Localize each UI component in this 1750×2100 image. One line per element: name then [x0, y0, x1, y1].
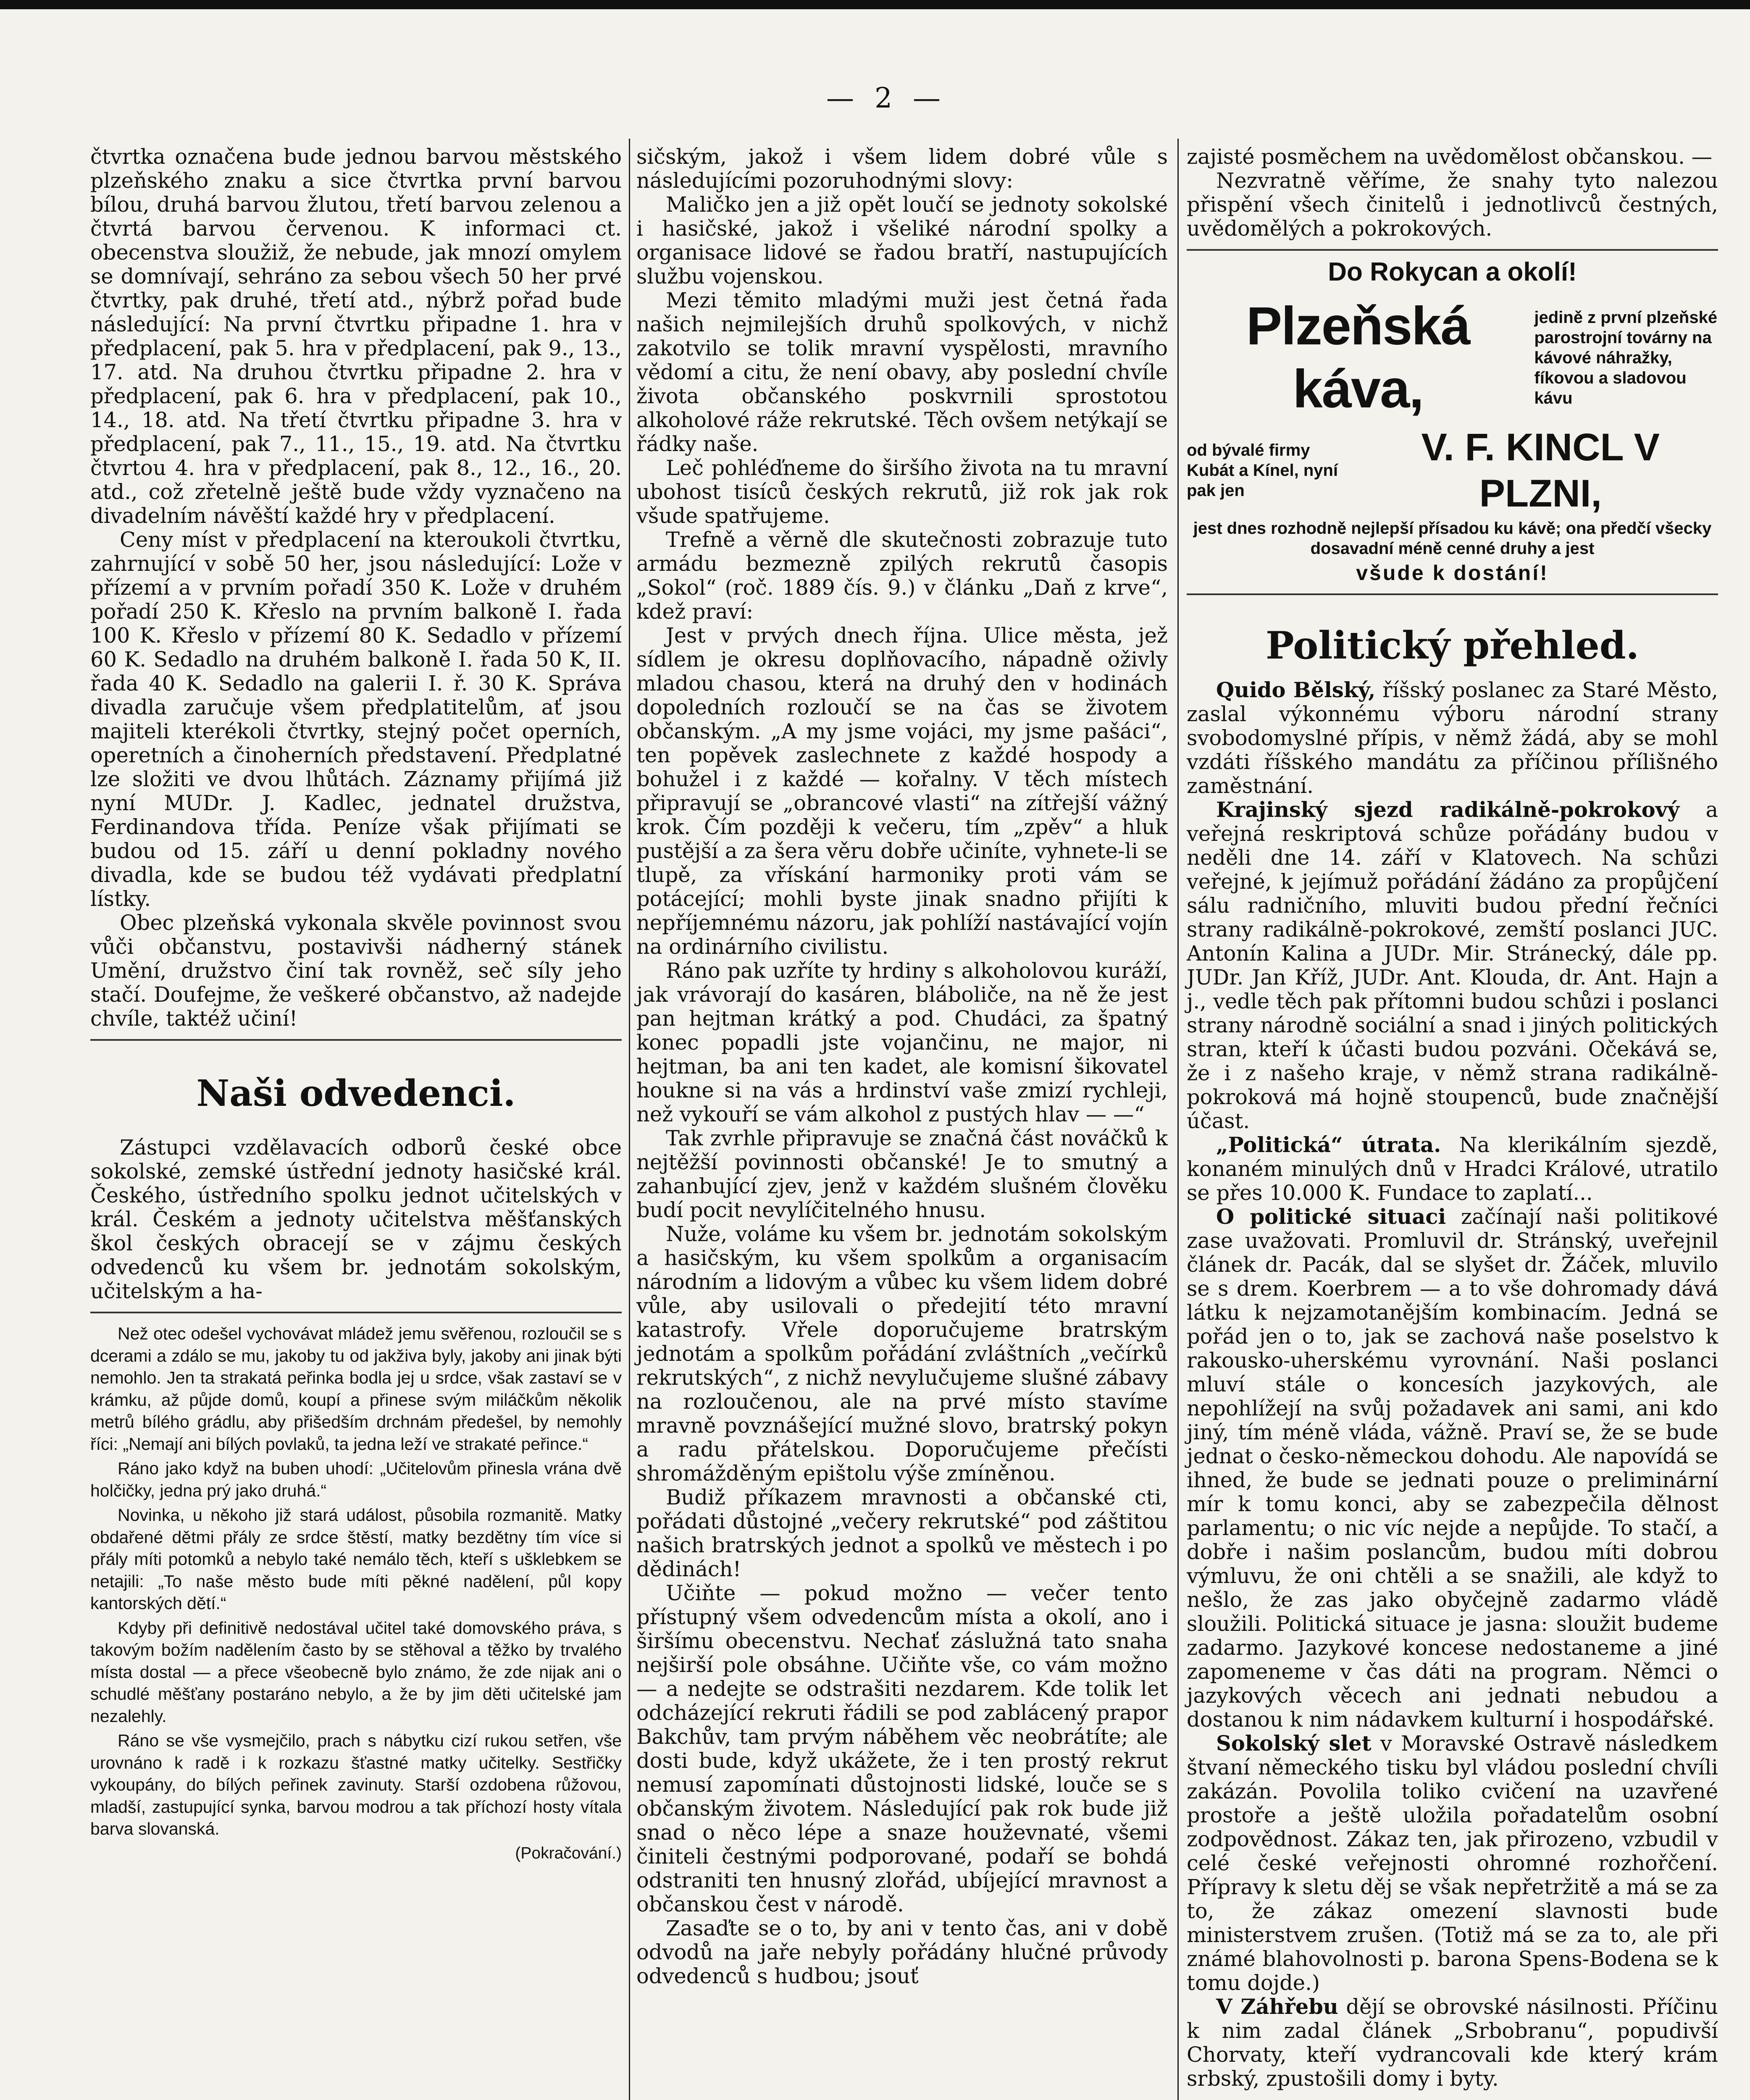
ad-company-row	[1187, 424, 1718, 517]
news-text: začínají naši politikové zase uvažovati. Promluvil dr. Stránský, uveřejnil článek dr. Pacák, dal se slyšet dr. Žáček, mluvilo se s drem. Koerbrem — a to vše dohromady dává látku k nejzamotanějším kombinacím. Jedná se pořád jen o to, jak se zachová naše poselstvo k rakousko-uherskému vyrovnání. Naši poslanci mluví stále o koncesích jazykových, ale nepohlížejí na svůj požadavek ani sami, ani kdo jiný, tím méně vláda, vážně. Praví se, že se bude jednat o česko-německou dohodu. Ale napovídá se ihned, že bude se jednati pouze o preliminární mír k tomu konci, aby se zabezpečila dělnost parlamentu; o nic víc nejde a nepůjde. To stačí, a dobře i našim poslancům, budou míti dobrou výmluvu, že oni chtěli a se snažili, ale když to nešlo, že zas jako obyčejně zadarmo vládě sloužili. Politická situace je jasna: sloužit budeme zadarmo. Jazykové koncese nedostaneme a jiné zapomeneme v čas dáti na program. Němci o jazykových věcech ani jednati nebudou a dostanou k nim nádavkem kulturní i hospodářské.	[1187, 1205, 1718, 1732]
paragraph: Ráno pak uzříte ty hrdiny s alkoholovou kuráží, jak vrávorají do kasáren, bláboliče, na ně že jest pan hejtman krátký a pod. Chudáci, za špatný konec popadli jste vojančinu, ne major, ni hejtman, ba ani ten kadet, ale komisní šikovatel houkne si na vás a hrdinství vaše zmizí rychleji, než vykouří se vám alkohol z pustých hlav — —“	[636, 958, 1168, 1126]
divider	[90, 1039, 622, 1041]
paragraph: Leč pohléďneme do širšího života na tu mravní ubohost tisíců českých rekrutů, již rok jak rok všude spatřujeme.	[636, 456, 1168, 528]
serial-story	[90, 1323, 622, 1864]
ad-headline: Do Rokycan a okolí!	[1328, 257, 1577, 286]
news-item	[1187, 1995, 1718, 2091]
advertisement	[1187, 257, 1718, 585]
paragraph: Nuže, voláme ku všem br. jednotám sokolským a hasičským, ku všem spolkům a organisacím národním a lidovým a vůbec ku všem lidem dobré vůle, aby usilovali o předejití této mravní katastrofy. Vřele doporučujeme bratrským jednotám a spolkům pořádání zvláštních „večírků rekrutských“, z nichž nevylučujeme slušné zábavy na rozloučenou, ale na prvé místo stavíme mravně povznášející mužné slovo, bratrský pokyn a radu přátelskou. Doporučujeme přečísti shromážděným epištolu výše zmíněnou.	[636, 1222, 1168, 1486]
column-1	[90, 145, 622, 1867]
serial-paragraph: Než otec odešel vychovávat mládež jemu svěřenou, rozloučil se s dcerami a zdálo se mu, jakoby tu od jakživa byly, jakoby ani jinak býti nemohlo. Jen ta strakatá peřinka bodla jej u srdce, však zastaví se v krámku, až půjde domů, koupí a přinese svým miláčkům několik metrů bílého grádlu, aby přišedším drchnám předešel, by nemohly říci: „Nemají ani bílých povlaků, ta jedna leží ve strakaté peřince.“	[90, 1324, 622, 1454]
page-number: — 2 —	[826, 82, 946, 114]
section-title: Politický přehled.	[1266, 623, 1639, 668]
news-lead: O politické situaci	[1216, 1205, 1446, 1229]
paragraph: Učiňte — pokud možno — večer tento přístupný všem odvedencům místa a okolí, ano i širšímu obecenstvu. Nechať záslužná tato snaha nejširší pole obsáhne. Učiňte vše, co vám možno — a nedejte se odstrašiti nezdarem. Kde tolik let odcházející rekruti řádili se pod zablácený prapor Bakchův, tam prvým náběhem věc neobrátíte; ale dosti bude, když ukážete, že i ten prostý rekrut nemusí zapomínati důstojnosti lidské, louče se s občanským životem. Následující pak rok bude již snad o něco lépe a snaze houževnaté, všemi činiteli čestnými podporované, podaří se bohdá odstraniti ten hnusný zlořád, ubíjející mravnost a občanskou čest v národě.	[636, 1581, 1168, 1916]
ad-brand-note: jedině z první plzeňské parostrojní továrny na kávové náhražky, fíkovou a sladovou kávu	[1534, 308, 1718, 407]
news-lead: Sokolský slet	[1216, 1731, 1372, 1756]
ad-company: V. F. KINCL V PLZNI,	[1421, 426, 1660, 515]
ad-description: jest dnes rozhodně nejlepší přísadou ku kávě; ona předčí všecky dosavadní méně cenné druhy a jest	[1193, 519, 1712, 558]
article-headline: Naši odvedenci.	[196, 1072, 516, 1115]
paragraph: Ceny míst v předplacení na kteroukoli čtvrtku, zahrnující v sobě 50 her, jsou následující: Lože v přízemí a v prvním pořadí 350 K. Lože v druhém pořadí 250 K. Křeslo na prvním balkoně I. řada 100 K. Křeslo v přízemí 80 K. Sedadlo v přízemí 60 K. Sedadlo na druhém balkoně I. řada 50 K, II. řada 40 K. Sedadlo na galerii I. ř. 30 K. Správa divadla zaručuje všem předplatitelům, ať jsou majiteli kterékoli čtvrtky, stejný počet operních, operetních a činoherních představení. Předplatné lze složiti ve dvou lhůtách. Záznamy přijímá již nyní MUDr. J. Kadlec, jednatel družstva, Ferdinandova třída. Peníze však přijímati se budou od 15. září u denní pokladny nového divadla, kde se budou též vydávati předplatní lístky.	[90, 528, 622, 911]
divider	[1187, 593, 1718, 595]
paragraph: Tak zvrhle připravuje se značná část nováčků k nejtěžší povinnosti občanské! Je to smutný a zahanbující zjev, jenž v každém slušném člověku budí pocit nevylíčitelného hnusu.	[636, 1126, 1168, 1222]
news-text: říšský poslanec za Staré Město, zaslal výkonnému výboru národní strany svobodomyslné přípis, v němž žádá, aby se mohl vzdáti říšského mandátu za příčinou přílišného zaměstnání.	[1187, 678, 1718, 798]
paragraph: sičským, jakož i všem lidem dobré vůle s následujícími pozoruhodnými slovy:	[636, 144, 1168, 193]
news-text: a veřejná reskriptová schůze pořádány budou v neděli dne 14. září v Klatovech. Na schůzi veřejné, k jejímuž pořádání žádáno za propůjčení sálu radničního, mluviti budou přední řečníci strany radikálně-pokrokové, zemští poslanci JUC. Antonín Kalina a JUDr. Mir. Stránecký, dále pp. JUDr. Jan Kříž, JUDr. Ant. Klouda, dr. Ant. Hajn a j., vedle těch pak přítomni budou schůzi i poslanci strany národně sociální a snad i jiných politických stran, kteří k účasti budou pozváni. Očekává se, že i z našeho kraje, v němž strana radikálně-pokroková má hojně stoupenců, bude značnější účast.	[1187, 798, 1718, 1133]
ad-brand-row	[1187, 295, 1718, 421]
serial-paragraph: Kdyby při definitivě nedostával učitel také domovského práva, s takovým božím nadělením často by se stěhoval a těžko by trvalého místa dostal — a přece všeobecně bylo známo, že zde nijak ani o schudlé měšťany postaráno nebylo, a že by jim děti učitelské jam nezalehly.	[90, 1618, 622, 1726]
paragraph: Zástupci vzdělavacích odborů české obce sokolské, zemské ústřední jednoty hasičské král. Českého, ústředního spolku jednot učitelských v král. Českém a jednoty učitelstva měšťanských škol českých obracejí se v zájmu českých odvedenců ku všem br. jednotám sokolským, učitelským a ha-	[90, 1135, 622, 1303]
paragraph: čtvrtka označena bude jednou barvou městského plzeňského znaku a sice čtvrtka první barvou bílou, druhá barvou žlutou, třetí barvou zelenou a čtvrtá barvou červenou. K informaci ct. obecenstva sloužiž, že nebude, jak mnozí omylem se domnívají, sehráno za sebou všech 50 her prvé čtvrtky, pak druhé, třetí atd., nýbrž pořad bude následující: Na první čtvrtku připadne 1. hra v předplacení, pak 5. hra v předplacení, pak 9., 13., 17. atd. Na druhou čtvrtku připadne 2. hra v předplacení, pak 6. hra v předplacení, pak 10., 14., 18. atd. Na třetí čtvrtku připadne 3. hra v předplacení, pak 7., 11., 15., 19. atd. Na čtvrtku čtvrtou 4. hra v předplacení, pak 8., 12., 16., 20. atd., což zřetelně ještě bude vždy vyznačeno na divadelním návěští každé hry v předplacení.	[90, 144, 622, 528]
news-item	[1187, 1133, 1718, 1205]
paragraph: Zasaďte se o to, by ani v tento čas, ani v době odvodů na jaře nebyly pořádány hlučné průvody odvedenců s hudbou; jsouť	[636, 1916, 1168, 1988]
column-rule-2	[1177, 139, 1179, 2100]
news-item	[1187, 798, 1718, 1133]
news-text: v Moravské Ostravě následkem štvaní německého tisku byl vládou poslední chvíli zakázán. Povolila toliko cvičení na uzavřené prostoře a ještě uložila pořadatelům osobní zodpovědnost. Zákaz ten, jak přirozeno, vzbudil v celé české veřejnosti ohromné rozhořčení. Přípravy k sletu děj se však nepřetržitě a má se za to, že zákaz omezení slavnosti bude ministerstvem zrušen. (Totiž má se za to, ale při známé blahovolnosti p. barona Spens-Bodena se k tomu dojde.)	[1187, 1731, 1718, 1995]
ad-former-firm: od bývalé firmy Kubát a Kínel, nyní pak jen	[1187, 441, 1338, 500]
divider	[1187, 249, 1718, 251]
paragraph: Trefně a věrně dle skutečnosti zobrazuje tuto armádu bezmezně zpilých rekrutů časopis „Sokol“ (roč. 1889 čís. 9.) v článku „Daň z krve“, kdež praví:	[636, 528, 1168, 624]
paragraph: Jest v prvých dnech října. Ulice města, jež sídlem je okresu doplňovacího, nápadně oživly mladou chasou, která na druhý den v hodinách dopoledních rozloučí se na čas se životem občanským. „A my jsme vojáci, my jsme pašáci“, ten popěvek zaslechnete z každé hospody a bohužel i z každé — kořalny. V těch místech připravují se „obrancové vlasti“ na zítřejší vážný krok. Čím později k večeru, tím „zpěv“ a hluk pustější a za šera věru dobře učiníte, vyhnete-li se tlupě, za vřískání harmoniky proti vám se potácející; mohli byste jinak snadno přijíti k nepříjemnému názoru, jak pohlíží nastávající vojín na ordinárního civilistu.	[636, 623, 1168, 959]
news-item	[1187, 1205, 1718, 1732]
news-text: Na klerikálním sjezdě, konaném minulých dnů v Hradci Králové, utratilo se přes 10.000 K. Fundace to zaplatí...	[1187, 1133, 1718, 1205]
ad-brand: Plzeňská káva,	[1246, 296, 1470, 419]
news-item	[1187, 678, 1718, 798]
paragraph: Budiž příkazem mravnosti a občanské cti, pořádati důstojné „večery rekrutské“ pod záštitou našich bratrských jednot a spolků ve městech i po dědinách!	[636, 1485, 1168, 1581]
serial-paragraph: Novinka, u někoho již stará událost, působila rozmanitě. Matky obdařené dětmi přály ze srdce štěstí, matky bezdětny tím více si přály míti potomků a nebylo také nemálo těch, kteří s ušklebkem se netajili: „To naše město bude míti pěkné nadělení, půl kopy kantorských dětí.“	[90, 1505, 622, 1613]
news-lead: V Záhřebu	[1216, 1995, 1338, 2019]
news-lead: Quido Bělský,	[1216, 678, 1376, 702]
news-item	[1187, 1732, 1718, 1995]
paragraph: Mezi těmito mladými muži jest četná řada našich nejmilejších druhů spolkových, v nichž zakotvilo se tolik mravní vyspělosti, mravního vědomí a citu, že není obavy, aby poslední chvíle života občanského poskvrnili sprostotou alkoholové ráže rekrutské. Těch ovšem netýkají se řádky naše.	[636, 288, 1168, 456]
paragraph: Maličko jen a již opět loučí se jednoty sokolské i hasičské, jakož i všeliké národní spolky a organisace lidové se řadou bratří, nastupujících službu vojenskou.	[636, 192, 1168, 289]
news-lead: Krajinský sjezd radikálně-pokrokový	[1216, 798, 1680, 822]
scan-edge-top	[0, 0, 1750, 9]
column-3	[1187, 145, 1718, 2091]
divider	[90, 1312, 622, 1313]
news-lead: „Politická“ útrata.	[1216, 1133, 1441, 1157]
ad-call-to-action: všude k dostání!	[1356, 561, 1549, 585]
column-2	[636, 145, 1168, 1988]
column-rule-1	[629, 139, 630, 2100]
paragraph: Obec plzeňská vykonala skvěle povinnost svou vůči občanstvu, postavivši nádherný stánek Umění, družstvo činí tak rovněž, seč síly jeho stačí. Doufejme, že veškeré občanstvo, až nadejde chvíle, taktéž učiní!	[90, 911, 622, 1031]
paragraph: zajisté posměchem na uvědomělost občanskou. —	[1187, 144, 1713, 169]
serial-paragraph: Ráno jako když na buben uhodí: „Učitelovům přinesla vrána dvě holčičky, jedna prý jako druhá.“	[90, 1459, 622, 1500]
serial-continued: (Pokračování.)	[515, 1844, 622, 1862]
news-text: dějí se obrovské násilnosti. Příčinu k nim zadal článek „Srbobranu“, popudivší Chorvaty, kteří vydrancovali kde který krám srbský, zpustošili domy i byty.	[1187, 1995, 1718, 2091]
serial-paragraph: Ráno se vše vysmejčilo, prach s nábytku cizí rukou setřen, vše urovnáno k radě i k rozkazu šťastné matky učitelky. Sestřičky vykoupány, do bílých peřinek zavinuty. Starší ozdobena růžovou, mladší, zastupující synka, barvou modrou a tak příchozí hosty vítala barva slovanská.	[90, 1731, 622, 1838]
paragraph: Nezvratně věříme, že snahy tyto nalezou přispění všech činitelů i jednotlivců čestných, uvědomělých a pokrokových.	[1187, 168, 1718, 241]
